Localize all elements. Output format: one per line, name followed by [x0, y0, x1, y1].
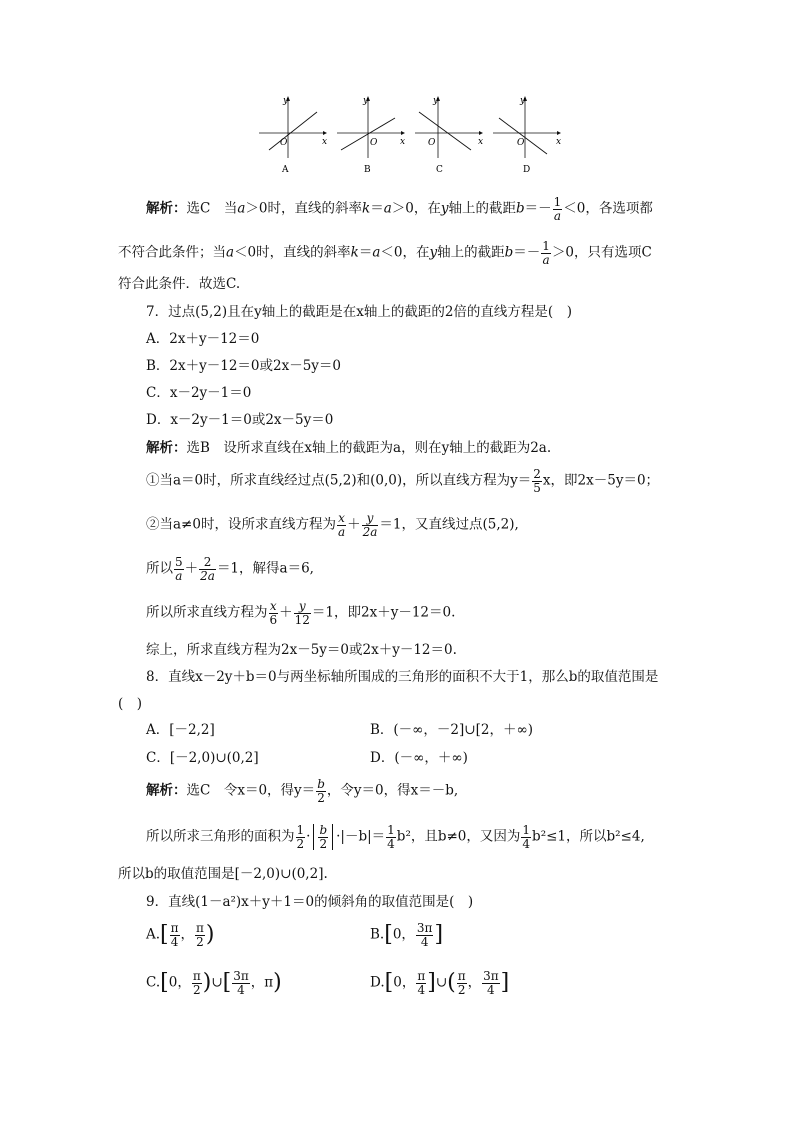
text: ＞0，只有选项C — [551, 244, 652, 261]
text: ·|－b|＝ — [336, 828, 386, 845]
text: 轴上的截距 — [437, 244, 505, 261]
q9-stem: 9．直线(1－a²)x＋y＋1＝0的倾斜角的取值范围是( ) — [146, 894, 474, 910]
denominator: 4 — [420, 934, 429, 949]
graph-b — [337, 96, 405, 175]
denominator: 12 — [294, 612, 310, 627]
q8-option-a: A．[－2,2] — [146, 722, 215, 738]
graph-c-x: x — [478, 137, 484, 147]
graph-a-origin: O — [280, 138, 288, 148]
var: y — [440, 200, 449, 217]
q9-option-a — [146, 922, 215, 948]
option-label: C. — [146, 974, 161, 991]
var: a — [226, 244, 235, 261]
text: ＋ — [279, 604, 293, 621]
graph-a-y: y — [283, 96, 289, 106]
numerator: x — [269, 599, 277, 613]
text: ＝1，又直线过点(5,2), — [379, 516, 519, 533]
q7-option-a: A．2x＋y－12＝0 — [146, 331, 260, 347]
fraction — [521, 824, 531, 850]
var: y — [429, 244, 438, 261]
denominator: a — [542, 252, 550, 267]
fraction — [195, 922, 205, 948]
fraction — [416, 922, 434, 948]
graph-d-y: y — [520, 96, 526, 106]
denominator: a — [175, 568, 183, 583]
var: b — [515, 200, 525, 217]
numerator: y — [362, 512, 379, 526]
q6-solution-line2 — [118, 240, 652, 266]
denominator: 2 — [457, 982, 466, 997]
var: k — [362, 200, 371, 217]
text: ，令y＝0，得x＝－b, — [326, 782, 459, 799]
abs-bar-left — [313, 824, 314, 850]
fraction — [386, 824, 396, 850]
graph-c-y: y — [433, 96, 439, 106]
graph-d — [493, 96, 561, 175]
solution-choice: 选C — [186, 782, 211, 799]
q7-solution-4 — [146, 556, 314, 582]
denominator: 6 — [269, 612, 278, 627]
denominator: a — [337, 524, 346, 539]
q7-option-c: C．x－2y－1＝0 — [146, 385, 252, 401]
text: ， — [467, 974, 482, 991]
text: ＝1，即2x＋y－12＝0. — [311, 604, 456, 621]
bracket: [ — [222, 970, 232, 995]
var: a — [383, 200, 392, 217]
q7-solution-1 — [146, 440, 551, 456]
denominator: 2a — [362, 524, 378, 539]
graph-b-origin: O — [370, 138, 378, 148]
q8-option-d: D．(－∞，＋∞) — [370, 750, 468, 766]
denominator: 4 — [522, 836, 531, 851]
text: ②当a≠0时，设所求直线方程为 — [146, 516, 336, 533]
graph-d-x: x — [556, 137, 562, 147]
fraction — [170, 922, 180, 948]
text: ＝－ — [513, 244, 541, 261]
denominator: 4 — [387, 836, 395, 851]
var: k — [350, 244, 359, 261]
text: 当 — [223, 200, 238, 217]
text: ＜0，在 — [380, 244, 430, 261]
var: a — [237, 200, 246, 217]
q7-option-d: D．x－2y－1＝0或2x－5y＝0 — [146, 412, 334, 428]
text: ＋ — [347, 516, 361, 533]
bracket: ] — [427, 970, 436, 995]
text: ＋ — [184, 560, 199, 577]
denominator: 2 — [192, 982, 201, 997]
numerator: π — [192, 969, 201, 984]
denominator: 5 — [533, 480, 541, 495]
bracket: [ — [160, 970, 169, 995]
fraction — [199, 556, 216, 582]
text: 令x＝0，得y＝ — [210, 782, 316, 799]
fraction — [416, 970, 426, 996]
numerator: 3π — [233, 969, 249, 984]
text: ＝ — [370, 200, 384, 217]
fraction — [532, 468, 542, 494]
denominator: 4 — [237, 982, 245, 997]
text: 所以 — [146, 560, 173, 577]
var: b — [504, 244, 514, 261]
fraction — [192, 970, 202, 996]
numerator: 2 — [533, 467, 541, 481]
text: ，π — [250, 974, 274, 991]
numerator: b — [317, 777, 325, 791]
numerator: 1 — [296, 823, 305, 837]
numerator: 2 — [199, 556, 216, 570]
text: 不符合此条件；当 — [118, 244, 226, 261]
q8-solution-2 — [146, 824, 645, 850]
graph-c — [415, 96, 483, 175]
fraction — [482, 970, 500, 996]
numerator: π — [457, 969, 466, 984]
numerator: 1 — [522, 823, 531, 837]
fraction — [318, 824, 328, 850]
fraction — [337, 512, 346, 538]
graphs-svg — [255, 92, 565, 175]
q7-stem: 7．过点(5,2)且在y轴上的截距是在x轴上的截距的2倍的直线方程是( ) — [146, 304, 572, 320]
solution-choice: 选C — [186, 200, 211, 217]
numerator: b — [319, 823, 328, 837]
q7-option-b: B．2x＋y－12＝0或2x－5y＝0 — [146, 358, 342, 374]
graph-d-label: D — [523, 165, 531, 175]
numerator: 1 — [542, 239, 550, 253]
bracket: ] — [500, 970, 510, 995]
bracket: ) — [273, 970, 282, 995]
q8-stem-2: ( ) — [118, 696, 143, 712]
q8-option-b: B．(－∞，－2]∪[2，＋∞) — [370, 722, 533, 738]
var: a — [372, 244, 381, 261]
text: 0， — [392, 926, 415, 943]
text: x，即2x－5y＝0； — [542, 472, 660, 489]
q8-solution-1 — [146, 778, 458, 804]
option-graphs — [255, 92, 565, 175]
q7-solution-3 — [146, 512, 519, 538]
text: ∪ — [211, 974, 223, 991]
solution-choice: 选B — [186, 440, 210, 456]
option-label: A. — [146, 926, 161, 943]
fraction — [294, 600, 311, 626]
denominator: a — [553, 208, 562, 223]
text: ， — [180, 926, 195, 943]
graph-a-x: x — [322, 137, 328, 147]
fraction — [362, 512, 379, 538]
denominator: 4 — [170, 934, 179, 949]
numerator: π — [196, 921, 204, 936]
text: b²，且b≠0，又因为 — [396, 828, 521, 845]
q6-solution-line1 — [146, 196, 653, 222]
numerator: 1 — [553, 195, 562, 209]
denominator: 2 — [317, 790, 325, 805]
q8-solution-3: 所以b的取值范围是[－2,0)∪(0,2]. — [118, 866, 328, 882]
q7-solution-6: 综上，所求直线方程为2x－5y＝0或2x＋y－12＝0. — [146, 642, 457, 658]
solution-label: 解析： — [146, 440, 187, 456]
denominator: 2a — [200, 568, 215, 583]
bracket: [ — [384, 922, 393, 947]
fraction — [174, 556, 184, 582]
text: ＝ — [358, 244, 373, 261]
bracket: [ — [384, 970, 394, 995]
bracket: ( — [447, 970, 456, 995]
graph-d-origin: O — [517, 138, 525, 148]
text: ＞0，在 — [391, 200, 441, 217]
q6-solution-line3: 符合此条件．故选C. — [118, 276, 241, 292]
text: ＜0时，直线的斜率 — [234, 244, 351, 261]
text: ∪ — [435, 974, 448, 991]
numerator: π — [170, 921, 179, 936]
text: ＜0，各选项都 — [563, 200, 653, 217]
graph-c-label: C — [436, 165, 443, 175]
text: 设所求直线在x轴上的截距为a，则在y轴上的截距为2a. — [209, 440, 552, 456]
abs-bar-right — [332, 824, 333, 850]
numerator: 3π — [416, 921, 433, 936]
numerator: 3π — [483, 969, 499, 984]
q9-option-d — [370, 970, 509, 996]
bracket: [ — [160, 922, 169, 947]
solution-label: 解析： — [146, 782, 187, 799]
text: 0， — [393, 974, 416, 991]
fraction — [296, 824, 306, 850]
denominator: 2 — [196, 934, 204, 949]
fraction — [269, 600, 279, 626]
q9-option-b — [370, 922, 443, 948]
graph-a-label: A — [282, 165, 289, 175]
text: ①当a＝0时，所求直线经过点(5,2)和(0,0)，所以直线方程为y＝ — [146, 472, 532, 489]
q8-option-c: C．[－2,0)∪(0,2] — [146, 750, 259, 766]
numerator: y — [294, 600, 311, 614]
denominator: 4 — [417, 982, 426, 997]
text: 所以所求三角形的面积为 — [146, 828, 295, 845]
fraction — [553, 196, 563, 222]
denominator: 4 — [487, 982, 495, 997]
numerator: π — [417, 969, 426, 984]
denominator: 2 — [296, 836, 305, 851]
option-label: B. — [370, 926, 385, 943]
graph-a — [259, 96, 327, 175]
numerator: 5 — [175, 555, 183, 569]
q8-stem-1: 8．直线x－2y＋b＝0与两坐标轴所围成的三角形的面积不大于1，那么b的取值范围是 — [146, 669, 659, 685]
text: 轴上的截距 — [448, 200, 516, 217]
fraction — [457, 970, 467, 996]
fraction — [541, 240, 551, 266]
denominator: 2 — [319, 836, 328, 851]
q7-solution-5 — [146, 600, 455, 626]
fraction — [316, 778, 326, 804]
q7-solution-2 — [146, 468, 659, 494]
text: ＞0时，直线的斜率 — [245, 200, 362, 217]
q9-option-c — [146, 970, 282, 996]
bracket: ) — [205, 922, 215, 947]
bracket: ] — [434, 922, 444, 947]
numerator: x — [338, 511, 345, 525]
numerator: 1 — [387, 823, 395, 837]
text: · — [306, 828, 311, 845]
bracket: ) — [202, 970, 212, 995]
text: ＝－ — [524, 200, 552, 217]
graph-b-y: y — [363, 96, 369, 106]
option-label: D. — [370, 974, 385, 991]
text: 0， — [168, 974, 191, 991]
graph-b-x: x — [400, 137, 406, 147]
text: 所以所求直线方程为 — [146, 604, 268, 621]
text: ＝1，解得a＝6, — [216, 560, 314, 577]
graph-c-origin: O — [428, 138, 436, 148]
solution-label: 解析： — [146, 200, 187, 217]
text: b²≤1，所以b²≤4, — [532, 828, 645, 845]
fraction — [232, 970, 250, 996]
graph-b-label: B — [364, 165, 371, 175]
